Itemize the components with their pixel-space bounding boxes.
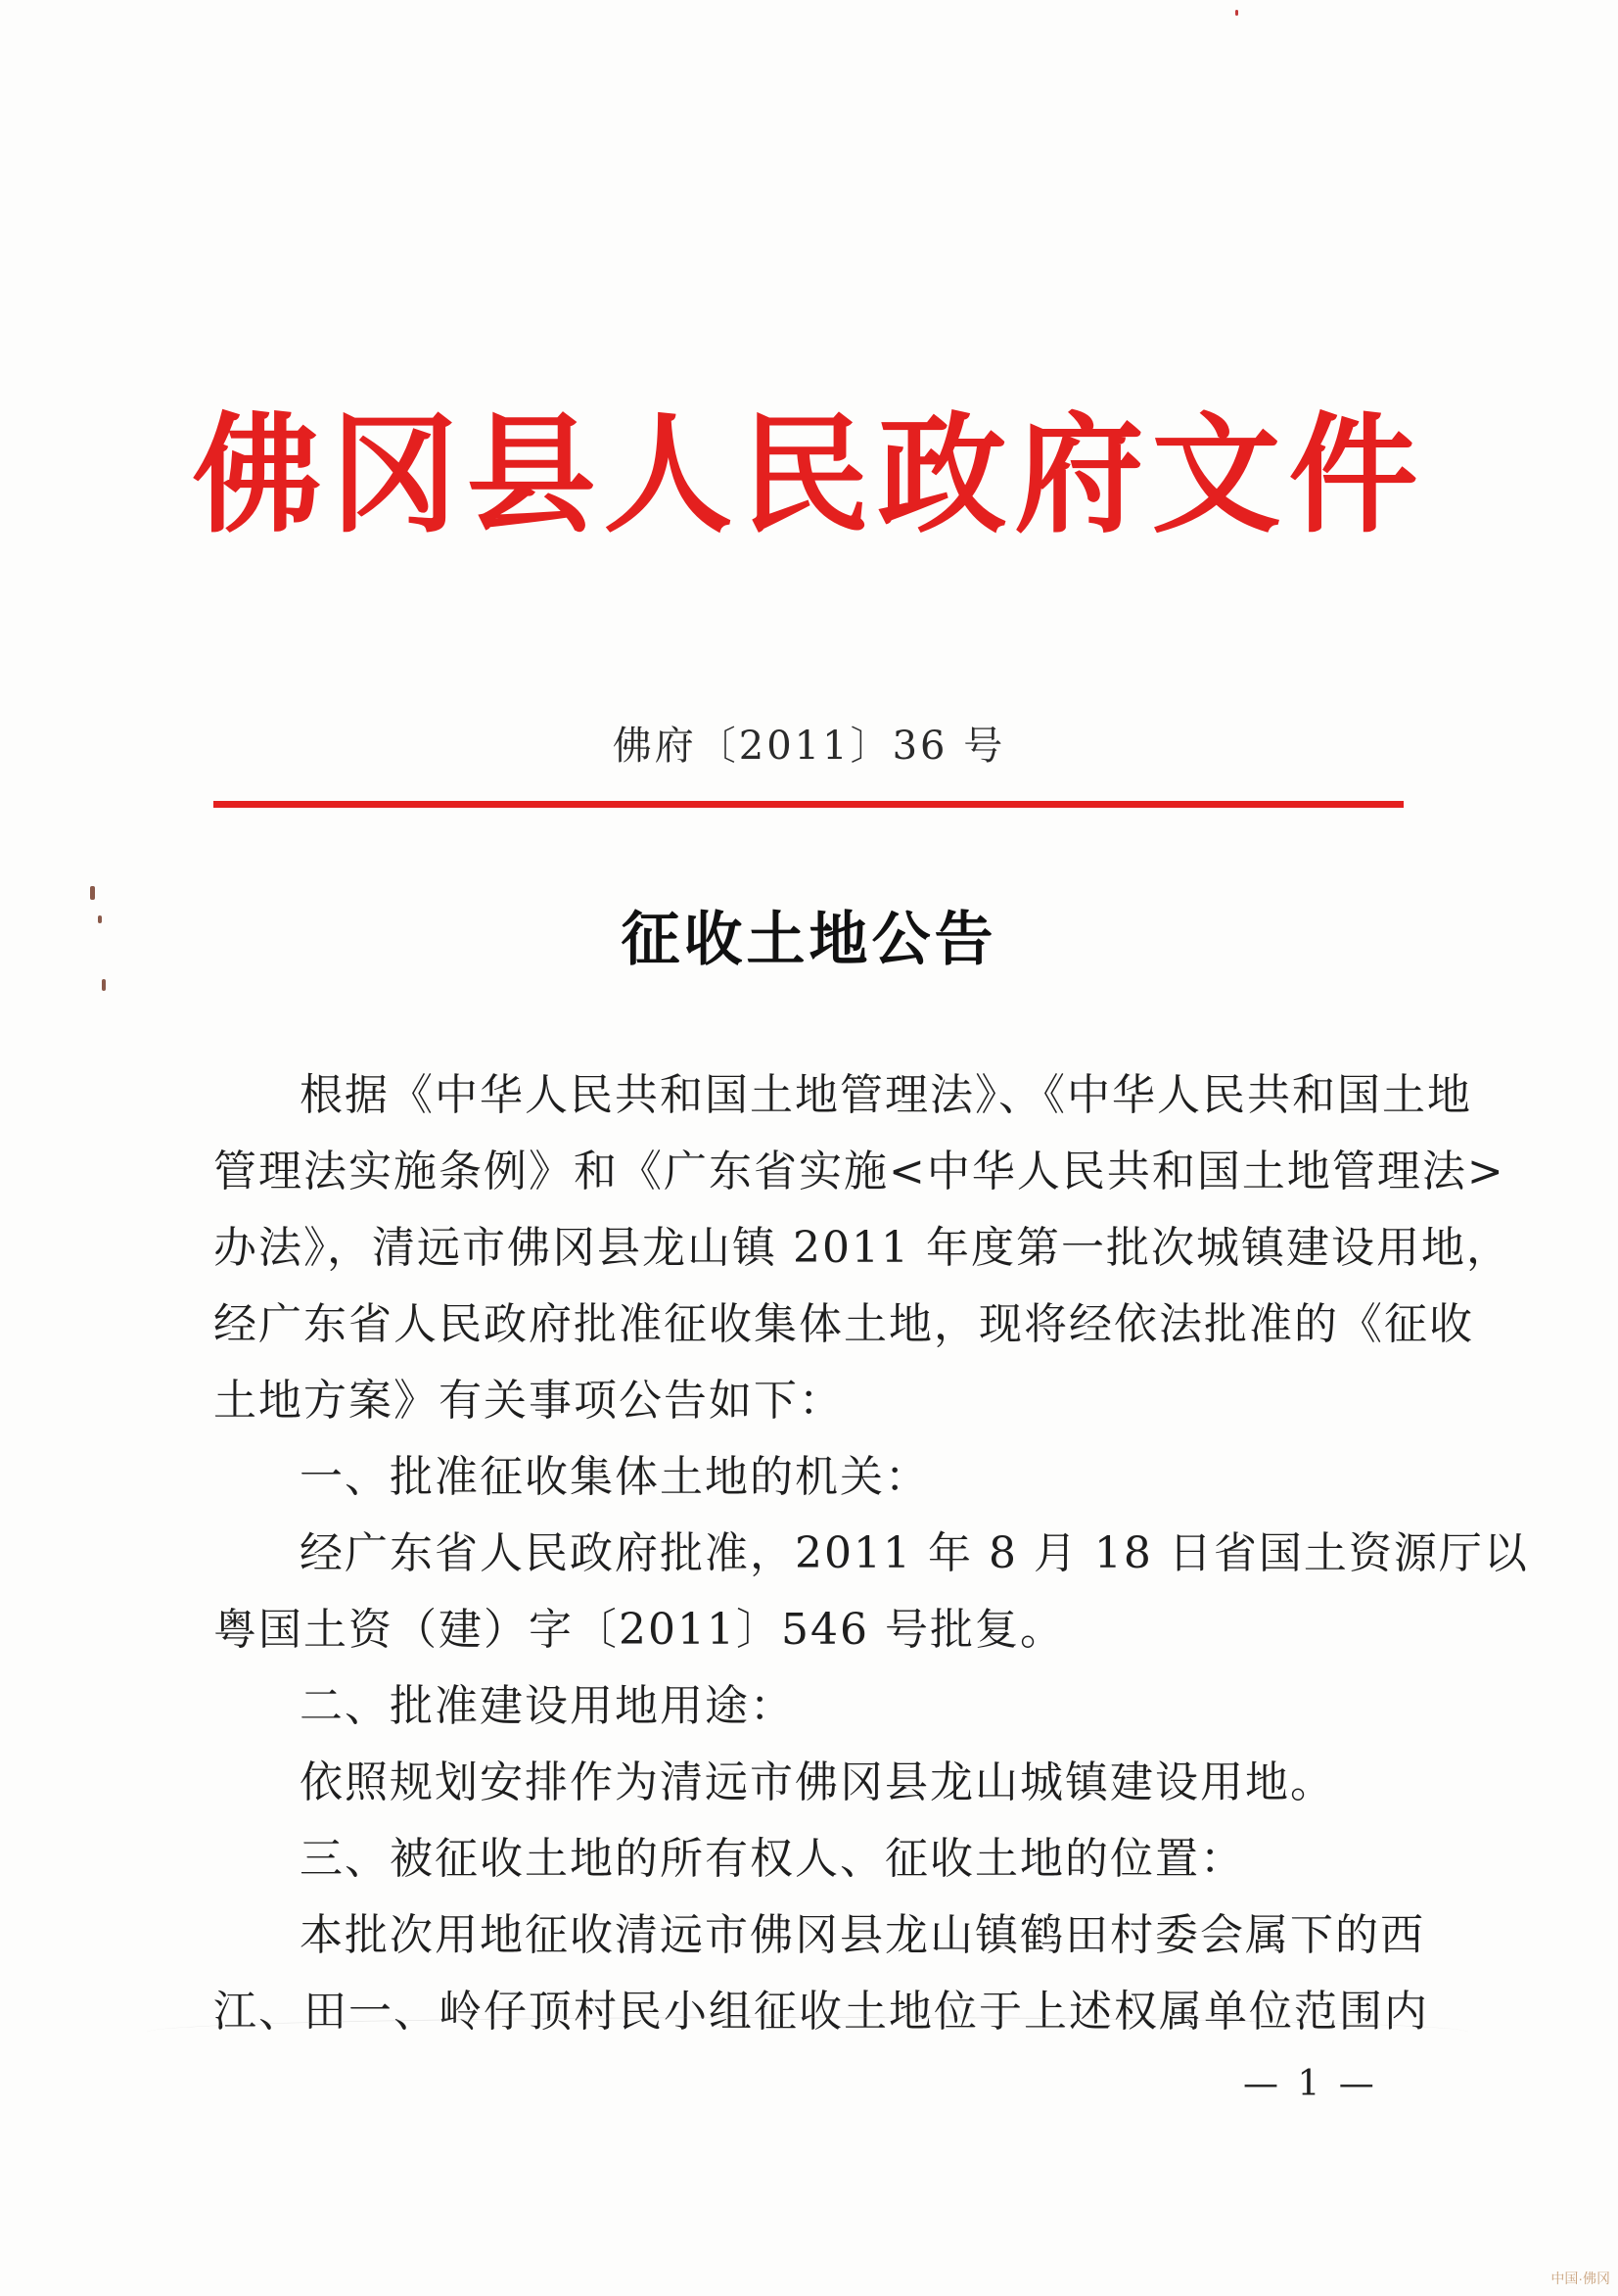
body-line: 粤国土资（建）字〔2011〕546 号批复。: [213, 1605, 1065, 1655]
document-masthead: 佛冈县人民政府文件: [192, 399, 1426, 551]
body-line: 江、田一、岭仔顶村民小组征收土地位于上述权属单位范围内: [213, 1987, 1429, 2037]
body-line: 二、批准建设用地用途：: [300, 1681, 795, 1731]
paper-speck: [98, 915, 102, 923]
paper-speck: [1235, 10, 1238, 16]
paper-speck: [102, 979, 106, 991]
document-body: [213, 1057, 1529, 2050]
body-line: 办法》，清远市佛冈县龙山镇 2011 年度第一批次城镇建设用地，: [213, 1223, 1511, 1273]
document-title: 征收土地公告: [621, 906, 997, 974]
red-separator-line: [213, 801, 1404, 808]
body-line: 经广东省人民政府批准，2011 年 8 月 18 日省国土资源厅以: [300, 1528, 1529, 1578]
body-line: 三、被征收土地的所有权人、征收土地的位置：: [300, 1834, 1245, 1884]
body-line: 土地方案》有关事项公告如下：: [213, 1376, 844, 1426]
body-line: 管理法实施条例》和《广东省实施<中华人民共和国土地管理法>: [213, 1147, 1505, 1196]
paper-speck: [90, 886, 95, 900]
body-line: 经广东省人民政府批准征收集体土地，现将经依法批准的《征收: [213, 1299, 1474, 1349]
body-line: 依照规划安排作为清远市佛冈县龙山城镇建设用地。: [300, 1757, 1335, 1807]
body-line: 根据《中华人民共和国土地管理法》、《中华人民共和国土地: [300, 1070, 1472, 1120]
site-watermark: 中国·佛冈: [1550, 2271, 1610, 2286]
body-line: 一、批准征收集体土地的机关：: [300, 1452, 930, 1502]
document-number: 佛府〔2011〕36 号: [612, 724, 1006, 769]
body-line: 本批次用地征收清远市佛冈县龙山镇鹤田村委会属下的西: [300, 1910, 1425, 1960]
paper-crease: [147, 2017, 1468, 2047]
page-number: — 1 —: [1243, 2064, 1378, 2104]
